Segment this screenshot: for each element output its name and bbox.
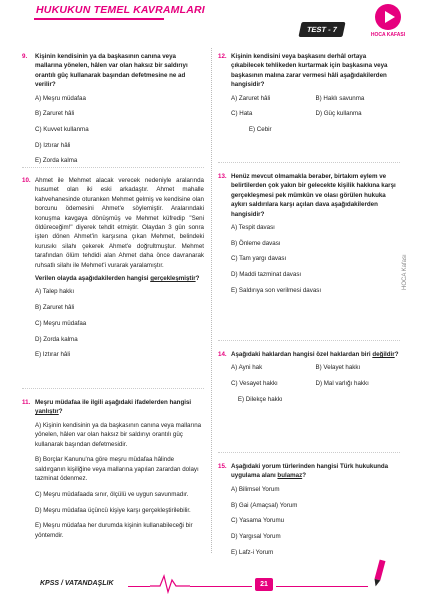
stem-text: Aşağıdaki haklardan hangisi özel haklardan biri bbox=[231, 351, 373, 358]
question-11 bbox=[22, 398, 204, 546]
heartbeat-icon bbox=[150, 572, 190, 594]
option-b[interactable]: B) Zaruret hâli bbox=[35, 304, 75, 312]
option-d[interactable]: D) Güç kullanma bbox=[315, 110, 362, 118]
section-title: HUKUKUN TEMEL KAVRAMLARI bbox=[36, 4, 205, 16]
option-d[interactable]: D) Yargısal Yorum bbox=[231, 532, 281, 540]
question-number: 15. bbox=[218, 463, 227, 470]
question-stem bbox=[231, 350, 400, 359]
option-a[interactable]: A) Meşru müdafaa bbox=[35, 94, 86, 102]
question-stem: Kişinin kendisinin ya da başkasının canına veya mallarına yönelen, hâlen var olan haksız bir saldırıyı orantılı güç kullanarak başından defetmesine ne ad verilir? bbox=[35, 53, 188, 89]
question-13 bbox=[218, 172, 400, 302]
option-c[interactable]: C) Kuvvet kullanma bbox=[35, 126, 89, 134]
option-c[interactable]: C) Vesayet hakkı bbox=[231, 380, 278, 388]
question-passage: Ahmet ile Mehmet alacak verecek nedeniyle aralarında husumet olan iki eski arkadaştır. Ahmet mahalle kahvehanesinde oturanken Mehmet gelmiş ve kendisine olan borcunu ödemesini Ahmet'e söylemiştir. Aralarındaki konuşma kavgaya dönüşmüş ve Mehmet küfredip "Seni öldüreceğim!" diyerek tehdit etmiştir. Olaydan 3 gün sonra işten dönen Ahmet'in karşısına çıkan Mehmet, belindeki kurusıkı silahı çekerek Ahmet'e doğrultmuştur. Mehmet tarafından ölüm tehdidi alan Ahmet daha önce davranarak ruhsatlı silahı ile Mehmet'i vurarak yaralamıştır. bbox=[35, 177, 204, 269]
option-b[interactable]: B) Borçlar Kanunu'na göre meşru müdafaa hâlinde saldırganın kişiliğine veya mallarına yapılan zarardan dolayı tazminat ödenmez. bbox=[35, 456, 199, 483]
option-e[interactable]: E) Iztırar hâli bbox=[35, 351, 71, 359]
question-stem bbox=[35, 274, 204, 283]
option-a[interactable]: A) Talep hakkı bbox=[35, 288, 75, 296]
option-b[interactable]: B) Zaruret hâli bbox=[35, 110, 75, 118]
question-number: 10. bbox=[22, 177, 31, 184]
stem-end: ? bbox=[394, 351, 399, 358]
footer-rule-right bbox=[276, 586, 368, 587]
stem-text: Meşru müdafaa ile ilgili aşağıdaki ifadelerden hangisi bbox=[35, 399, 192, 406]
option-e[interactable]: E) Lafz-i Yorum bbox=[231, 548, 274, 556]
option-e[interactable]: E) Meşru müdafaa her durumda kişinin kullanabileceği bir yöntemdir. bbox=[35, 522, 193, 539]
options-grid bbox=[231, 363, 400, 410]
question-number: 11. bbox=[22, 399, 31, 406]
question-number: 13. bbox=[218, 173, 227, 180]
options-grid bbox=[231, 94, 400, 141]
question-stem: Kişinin kendisini veya başkasını derhâl ortaya çıkabilecek tehlikeden kurtarmak için başkasına veya başkasının malına zarar vermesi hâli aşağıdakilerden hangisidir? bbox=[231, 53, 388, 89]
title-underline bbox=[34, 18, 164, 20]
option-d[interactable]: D) Mal varlığı hakkı bbox=[315, 380, 369, 388]
side-watermark: HOCA Kafası bbox=[402, 254, 408, 290]
footer-rule-left bbox=[128, 586, 150, 587]
option-c[interactable]: C) Yasama Yorumu bbox=[231, 517, 285, 525]
play-icon bbox=[385, 11, 395, 23]
question-14 bbox=[218, 350, 400, 411]
pencil-icon bbox=[372, 558, 388, 588]
question-stem bbox=[231, 462, 400, 481]
option-e[interactable]: E) Dilekçe hakkı bbox=[237, 395, 283, 403]
question-separator bbox=[218, 340, 400, 341]
stem-emphasis: bulamaz bbox=[277, 472, 303, 480]
option-b[interactable]: B) Velayet hakkı bbox=[315, 364, 361, 372]
stem-end: ? bbox=[302, 472, 306, 480]
option-d[interactable]: D) Iztırar hâli bbox=[35, 141, 71, 149]
option-c[interactable]: C) Meşru müdafaa bbox=[35, 319, 87, 327]
stem-text: Aşağıdaki yorum türlerinden hangisi Türk hukukunda uygulama alanı bbox=[231, 463, 389, 480]
option-a[interactable]: A) Zaruret hâli bbox=[231, 94, 271, 102]
option-e[interactable]: E) Cebir bbox=[248, 126, 272, 134]
book-title: KPSS / VATANDAŞLIK bbox=[40, 580, 114, 587]
question-12 bbox=[218, 52, 400, 141]
question-stem bbox=[35, 398, 204, 417]
question-separator bbox=[22, 388, 204, 389]
question-number: 12. bbox=[218, 53, 227, 60]
option-d[interactable]: D) Maddi tazminat davası bbox=[231, 271, 302, 279]
options-list bbox=[231, 485, 400, 557]
options-list bbox=[231, 223, 400, 295]
option-c[interactable]: C) Meşru müdafaada sınır, ölçülü ve uygun savunmadır. bbox=[35, 490, 189, 498]
question-separator bbox=[218, 162, 400, 163]
option-a[interactable]: A) Tespit davası bbox=[231, 224, 275, 232]
options-list bbox=[35, 94, 204, 166]
options-list bbox=[35, 421, 204, 540]
stem-emphasis: değildir bbox=[372, 351, 395, 358]
option-c[interactable]: C) Hata bbox=[231, 110, 253, 118]
option-a[interactable]: A) Ayni hak bbox=[231, 364, 263, 372]
option-b[interactable]: B) Haklı savunma bbox=[315, 94, 365, 102]
question-number: 14. bbox=[218, 351, 227, 358]
stem-end: ? bbox=[195, 275, 200, 283]
column-divider bbox=[211, 48, 212, 553]
option-e[interactable]: E) Zorda kalma bbox=[35, 157, 78, 165]
logo-text: HOCA KAFASI bbox=[370, 32, 406, 38]
question-15 bbox=[218, 462, 400, 563]
option-a[interactable]: A) Kişinin kendisinin ya da başkasının canına veya mallarına yönelen, hâlen var olan haksız bir saldırıyı orantılı güç kullanarak başından defetmesidir. bbox=[35, 421, 202, 448]
brand-logo bbox=[368, 4, 408, 42]
page-number: 21 bbox=[255, 578, 273, 591]
stem-text: Verilen olayda aşağıdakilerden hangisi bbox=[35, 275, 151, 283]
options-list bbox=[35, 287, 204, 359]
stem-end: ? bbox=[58, 408, 63, 416]
option-d[interactable]: D) Zorda kalma bbox=[35, 335, 78, 343]
question-number: 9. bbox=[22, 53, 28, 60]
option-b[interactable]: B) Gai (Amaçsal) Yorum bbox=[231, 501, 298, 509]
option-e[interactable]: E) Saldırıya son verilmesi davası bbox=[231, 286, 322, 294]
question-separator bbox=[22, 167, 204, 168]
option-b[interactable]: B) Önleme davası bbox=[231, 239, 281, 247]
footer-rule-mid bbox=[190, 586, 252, 587]
option-a[interactable]: A) Bilimsel Yorum bbox=[231, 485, 280, 493]
question-separator bbox=[218, 452, 400, 453]
stem-emphasis: gerçekleşmiştir bbox=[150, 275, 196, 283]
question-9 bbox=[22, 52, 204, 172]
option-d[interactable]: D) Meşru müdafaa üçüncü kişiye karşı gerçekleştirilebilir. bbox=[35, 506, 191, 514]
question-10 bbox=[22, 176, 204, 366]
test-badge: TEST - 7 bbox=[298, 22, 345, 37]
question-stem: Henüz mevcut olmamakla beraber, birtakım eylem ve belirtilerden çok yakın bir gelecekte kişilik hakkına karşı gerçekleşmesi pek mümkün ve olası görülen hukuka aykırı saldırılara karşı açılan dava aşağıdakilerden hangisidir? bbox=[231, 173, 396, 218]
option-c[interactable]: C) Tam yargı davası bbox=[231, 255, 287, 263]
stem-emphasis: yanlıştır bbox=[35, 408, 59, 416]
